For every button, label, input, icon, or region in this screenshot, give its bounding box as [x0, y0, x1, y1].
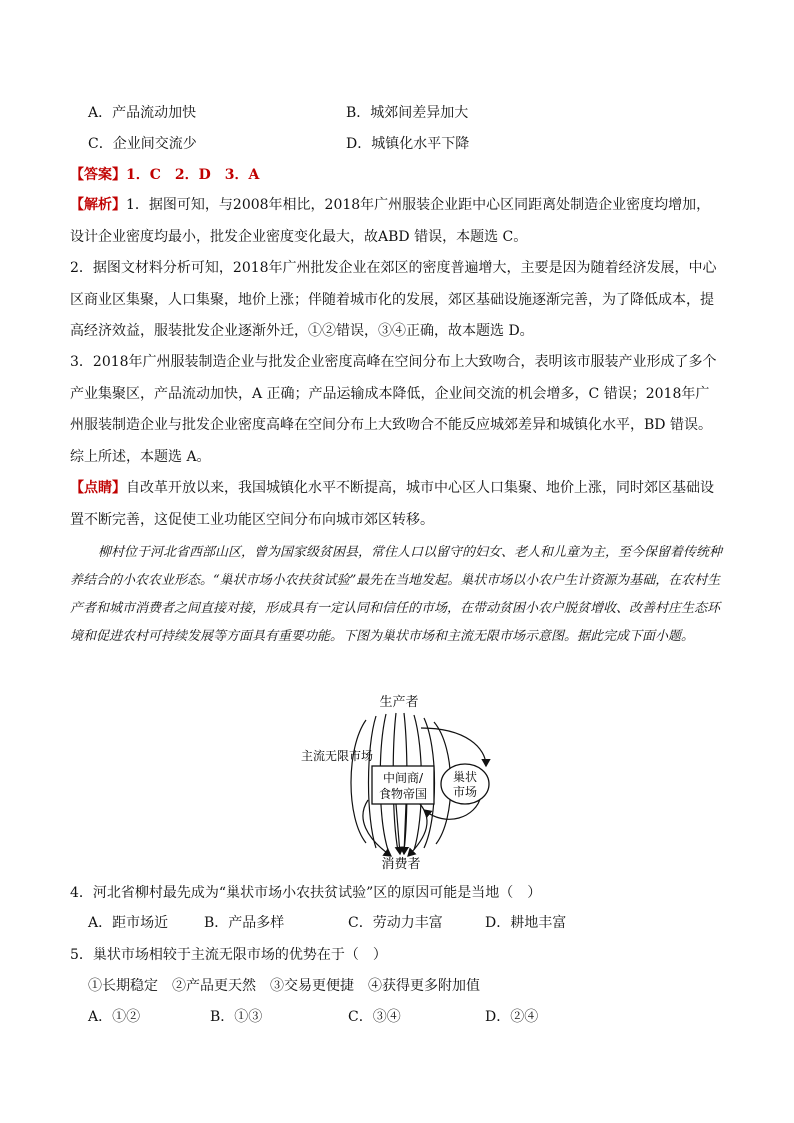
middleman-line2: 食物帝国 [378, 787, 428, 801]
analysis-p1 [70, 190, 722, 253]
consumer-label: 消费者 [381, 857, 421, 872]
market-diagram [296, 688, 516, 874]
q5-option-d: D．②④ [485, 1009, 539, 1025]
q4-option-a: A．距市场近 [88, 915, 169, 931]
nest-line2: 市场 [452, 785, 478, 799]
nest-line1: 巢状 [452, 770, 478, 784]
analysis-p1-text: 1．据图可知，与2008年相比，2018年广州服装企业距中心区同距离处制造企业密度均增加，设计企业密度均最小，批发企业密度变化最大，故ABD 错误，本题选 C。 [70, 197, 711, 245]
remark-label: 【点睛】 [70, 480, 126, 496]
q5-option-c: C．③④ [348, 1009, 401, 1025]
answer-text: 1．C 2．D 3．A [126, 167, 260, 183]
remark-text: 自改革开放以来，我国城镇化水平不断提高，城市中心区人口集聚、地价上涨，同时郊区基础设置不断完善，这促使工业功能区空间分布向城市郊区转移。 [70, 480, 714, 528]
analysis-p2: 2．据图文材料分析可知，2018年广州批发企业在郊区的密度普遍增大，主要是因为随着经济发展，中心区商业区集聚，人口集聚，地价上涨；伴随着城市化的发展，郊区基础设施逐渐完善，为了降低成本，提高经济效益，服装批发企业逐渐外迁，①②错误，③④正确，故本题选 D。 [70, 260, 717, 339]
option-b: B．城郊间差异加大 [346, 105, 469, 121]
mainstream-label: 主流无限市场 [301, 749, 374, 763]
q4-option-b: B．产品多样 [204, 915, 285, 931]
q5-stem: 5．巢状市场相较于主流无限市场的优势在于（ ） [70, 947, 387, 963]
analysis-label: 【解析】 [70, 197, 126, 213]
answer-label: 【答案】 [70, 167, 126, 183]
analysis-p3: 3．2018年广州服装制造企业与批发企业密度高峰在空间分布上大致吻合，表明该市服装产业形成了多个产业集聚区，产品流动加快，A 正确；产品运输成本降低，企业间交流的机会增多，C 错误；2018年广州服装制造企业与批发企业密度高峰在空间分布上大致吻合不能反应城郊差异和城镇化水平，BD 错误。综上所述，本题选 A。 [70, 354, 717, 465]
intro-material: 柳村位于河北省西部山区，曾为国家级贫困县，常住人口以留守的妇女、老人和儿童为主，至今保留着传统种养结合的小农农业形态。“巢状市场小农扶贫试验”最先在当地发起。巢状市场以小农户生计资源为基础，在农村生产者和城市消费者之间直接对接，形成具有一定认同和信任的市场，在带动贫困小农户脱贫增收、改善村庄生态环境和促进农村可持续发展等方面具有重要功能。下图为巢状市场和主流无限市场示意图。据此完成下面小题。 [70, 545, 723, 644]
remark [70, 473, 722, 536]
q5-items: ①长期稳定 ②产品更天然 ③交易更便捷 ④获得更多附加值 [88, 978, 480, 994]
q4-stem: 4．河北省柳村最先成为“巢状市场小农扶贫试验”区的原因可能是当地（ ） [70, 885, 542, 901]
middleman-line1: 中间商/ [382, 771, 424, 785]
answer-line [70, 164, 259, 184]
option-d: D．城镇化水平下降 [346, 136, 470, 152]
producer-label: 生产者 [379, 695, 419, 710]
q5-option-b: B．①③ [210, 1009, 263, 1025]
option-a: A．产品流动加快 [88, 105, 197, 121]
q5-option-a: A．①② [88, 1009, 141, 1025]
q4-option-c: C．劳动力丰富 [348, 915, 443, 931]
option-c: C．企业间交流少 [88, 136, 197, 152]
q4-option-d: D．耕地丰富 [485, 915, 567, 931]
